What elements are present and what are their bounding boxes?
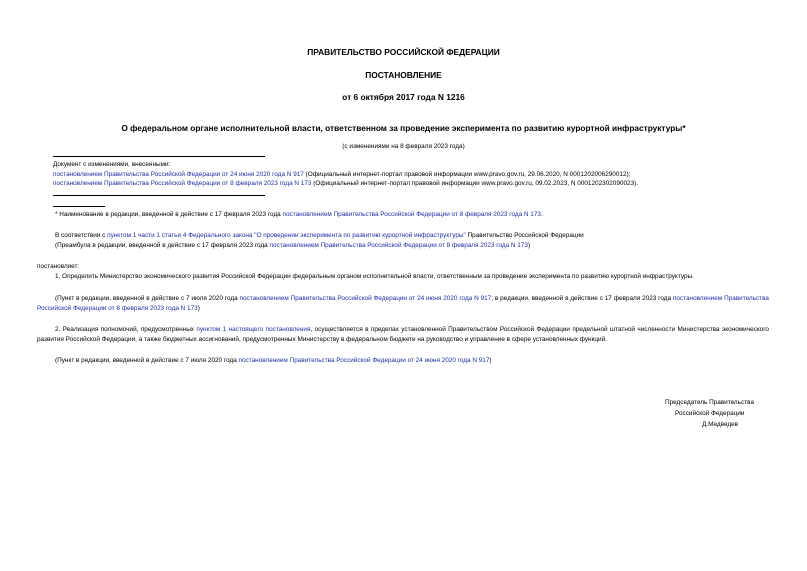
paragraph-1-note: (Пункт в редакции, введенной в действие с 7 июля 2020 года постановлением Правительства Российской Федерации от 24 июня 2020 года N 917; в редакции, введенной в действие с 17 февраля 2023 года постановлением Правительства Российской Федерации от 8 февраля 2023 года N 173) [37,295,769,312]
changes-block [53,160,773,189]
p1-note-link-2020[interactable]: постановлением Правительства Российской Федерации от 24 июня 2020 года N 917 [239,295,492,302]
document-title: О федеральном органе исполнительной власти, ответственном за проведение эксперимента по развитию курортной инфраструктуры* [121,123,686,133]
p1-note-link-2023[interactable]: постановлением Правительства Российской Федерации от 8 февраля 2023 года N 173 [37,295,769,312]
change-link-2023[interactable]: постановлением Правительства Российской Федерации от 8 февраля 2023 года N 173 [53,180,312,187]
preamble [55,231,775,250]
government-heading: ПРАВИТЕЛЬСТВО РОССИЙСКОЙ ФЕДЕРАЦИИ [307,47,500,57]
federal-law-link[interactable]: пунктом 1 части 1 статьи 4 Федерального закона "О проведении эксперимента по развитию курортной инфраструктуры" [107,232,466,239]
footnote-rule [53,206,105,207]
paragraph-2-note: (Пункт в редакции, введенной в действие с 7 июля 2020 года постановлением Правительства Российской Федерации от 24 июня 2020 года N 917) [55,357,492,364]
signature-position: Председатель Правительства [665,399,754,406]
signature-country: Российской Федерации [675,410,745,417]
changes-item: постановлением Правительства Российской Федерации от 8 февраля 2023 года N 173 (Официальный интернет-портал правовой информации www.pravo.gov.ru, 09.02.2023, N 0001202302090023). [53,180,639,187]
changes-item: постановлением Правительства Российской Федерации от 24 июня 2020 года N 917 (Официальный интернет-портал правовой информации www.pravo.gov.ru, 29.06.2020, N 0001202006290012); [53,170,631,178]
footnote-link[interactable]: постановлением Правительства Российской Федерации от 8 февраля 2023 года N 173 [282,211,541,218]
document-type: ПОСТАНОВЛЕНИЕ [365,70,442,80]
preamble-note-link[interactable]: постановлением Правительства Российской Федерации от 8 февраля 2023 года N 173 [269,241,528,249]
change-link-2020[interactable]: постановлением Правительства Российской Федерации от 24 июня 2020 года N 917 [53,170,304,178]
edition-note: (с изменениями на 8 февраля 2023 года) [342,143,465,150]
changes-top-rule [53,156,265,157]
signature-block [665,397,785,430]
paragraph-2: 2. Реализация полномочий, предусмотренных пунктом 1 настоящего постановления, осуществляется в пределах установленной Правительством Российской Федерации предельной штатной численности Министерства экономического развития Российской Федерации, а также бюджетных ассигнований, предусмотренных Министерству в федеральном бюджете на руководство и управление в сфере установленных функций. [37,326,769,343]
preamble-note: (Преамбула в редакции, введенной в действие с 17 февраля 2023 года постановлением Правительства Российской Федерации от 8 февраля 2023 года N 173) [55,241,531,249]
decides-label: постановляет: [37,263,80,270]
changes-intro: Документ с изменениями, внесенными: [53,161,171,168]
paragraph-1: 1. Определить Министерство экономического развития Российской Федерации федеральным органом исполнительной власти, ответственным за проведение эксперимента по развитию курортной инфраструктуры. [55,273,694,280]
changes-bottom-rule [53,195,265,196]
signature-name: Д.Медведев [702,421,739,428]
footnote: * Наименование в редакции, введенной в действие с 17 февраля 2023 года постановлением Правительства Российской Федерации от 8 февраля 2023 года N 173. [55,211,543,218]
p2-note-link-2020[interactable]: постановлением Правительства Российской Федерации от 24 июня 2020 года N 917 [238,357,490,364]
p2-point-link[interactable]: пунктом 1 настоящего постановления [196,326,311,333]
document-date: от 6 октября 2017 года N 1216 [342,92,465,102]
preamble-text: В соответствии с пунктом 1 части 1 статьи 4 Федерального закона "О проведении эксперимента по развитию курортной инфраструктуры" Правительство Российской Федерации [55,232,584,239]
